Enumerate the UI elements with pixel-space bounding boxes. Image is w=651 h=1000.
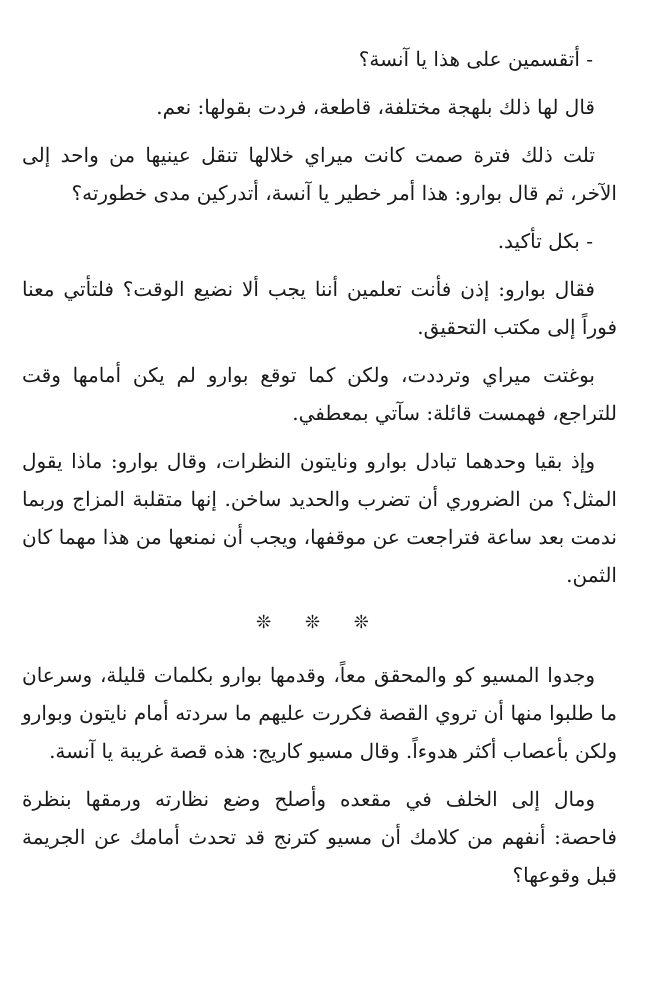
paragraph-7: وإذ بقيا وحدهما تبادل بوارو ونايتون النظرات، وقال بوارو: ماذا يقول المثل؟ من الضروري أن تضرب والحديد ساخن. إنها متقلبة المزاج وربما ندمت بعد ساعة فتراجعت عن موقفها، ويجب أن نمنعها من هذا مهما كان الثمن. <box>22 449 617 587</box>
book-page <box>22 40 617 904</box>
paragraph-9: ومال إلى الخلف في مقعده وأصلح وضع نظارته ورمقها بنظرة فاحصة: أنفهم من كلامك أن مسيو كترنج قد تحدث أمامك عن الجريمة قبل وقوعها؟ <box>22 787 617 887</box>
paragraph-8: وجدوا المسيو كو والمحقق معاً، وقدمها بوارو بكلمات قليلة، وسرعان ما طلبوا منها أن تروي القصة فكررت عليهم ما سردته أمام نايتون وبوارو ولكن بأعصاب أكثر هدوءاً. وقال مسيو كاريج: هذه قصة غريبة يا آنسة. <box>22 663 617 763</box>
paragraph-4: - بكل تأكيد. <box>497 229 593 253</box>
paragraph-2: قال لها ذلك بلهجة مختلفة، قاطعة، فردت بقولها: نعم. <box>156 95 595 119</box>
paragraph-6: بوغتت ميراي وترددت، ولكن كما توقع بوارو لم يكن أمامها وقت للتراجع، فهمست قائلة: سآتي بمعطفي. <box>22 363 617 425</box>
paragraph-1: - أتقسمين على هذا يا آنسة؟ <box>358 47 593 71</box>
paragraph-5: فقال بوارو: إذن فأنت تعلمين أننا يجب ألا نضيع الوقت؟ فلتأتي معنا فوراً إلى مكتب التحقيق. <box>22 277 617 339</box>
paragraph-3: تلت ذلك فترة صمت كانت ميراي خلالها تنقل عينيها من واحد إلى الآخر، ثم قال بوارو: هذا أمر خطير يا آنسة، أتدركين مدى خطورته؟ <box>22 143 617 205</box>
section-separator: ❊ ❊ ❊ <box>256 612 383 633</box>
